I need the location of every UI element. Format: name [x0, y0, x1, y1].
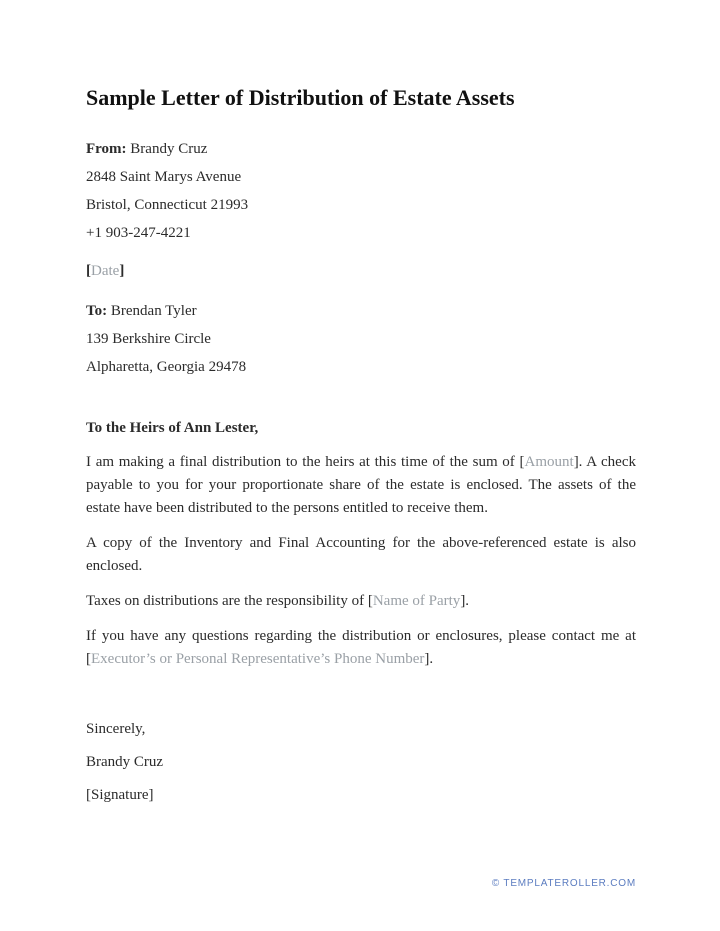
- date-placeholder-line: [86, 257, 636, 285]
- date-open-bracket: [: [86, 263, 91, 280]
- paragraph-3-text-after: ].: [460, 593, 470, 610]
- signature-placeholder: [Signature]: [86, 787, 154, 804]
- recipient-to-line: [86, 297, 636, 325]
- date-placeholder-text: Date: [91, 263, 120, 280]
- recipient-name: Brendan Tyler: [110, 303, 197, 320]
- recipient-address-line-1: 139 Berkshire Circle: [86, 331, 211, 348]
- body-paragraph-2: A copy of the Inventory and Final Accounting for the above-referenced estate is also enclosed.: [86, 535, 636, 575]
- sender-name: Brandy Cruz: [130, 141, 208, 158]
- sender-address-line-1: 2848 Saint Marys Avenue: [86, 169, 242, 186]
- name-of-party-placeholder: Name of Party: [372, 593, 461, 610]
- paragraph-4-text-before: If you have any questions regarding the distribution or enclosures, please contact me at [: [86, 628, 636, 668]
- closing-sincerely: Sincerely,: [86, 721, 146, 738]
- to-label: To:: [86, 303, 108, 320]
- paragraph-4-text-after: ].: [424, 651, 434, 668]
- phone-number-placeholder: Executor’s or Personal Representative’s Phone Number: [91, 651, 425, 668]
- salutation: To the Heirs of Ann Lester,: [86, 420, 259, 437]
- recipient-block: [86, 297, 636, 381]
- closing-block: [86, 713, 636, 812]
- footer-brand-link[interactable]: © TEMPLATEROLLER.COM: [491, 878, 636, 889]
- body-paragraph-1: [86, 451, 636, 520]
- paragraph-1-text-before: I am making a final distribution to the heirs at this time of the sum of [: [86, 454, 525, 471]
- body-paragraph-3: [86, 590, 636, 613]
- sender-address-line-2: Bristol, Connecticut 21993: [86, 197, 249, 214]
- sender-block: [86, 135, 636, 247]
- recipient-address-line-2: Alpharetta, Georgia 29478: [86, 359, 247, 376]
- paragraph-1-text-after: ]. A check payable to you for your proportionate share of the estate is enclosed. The assets of the estate have been distributed to the persons entitled to receive them.: [86, 454, 636, 517]
- from-label: From:: [86, 141, 127, 158]
- body-paragraph-4: [86, 625, 636, 671]
- closing-sender-name: Brandy Cruz: [86, 754, 164, 771]
- sender-from-line: [86, 135, 636, 163]
- paragraph-3-text-before: Taxes on distributions are the responsibility of [: [86, 593, 373, 610]
- date-close-bracket: ]: [119, 263, 125, 280]
- sender-phone: +1 903-247-4221: [86, 225, 191, 242]
- page-title: Sample Letter of Distribution of Estate Assets: [86, 85, 515, 110]
- amount-placeholder: Amount: [524, 454, 574, 471]
